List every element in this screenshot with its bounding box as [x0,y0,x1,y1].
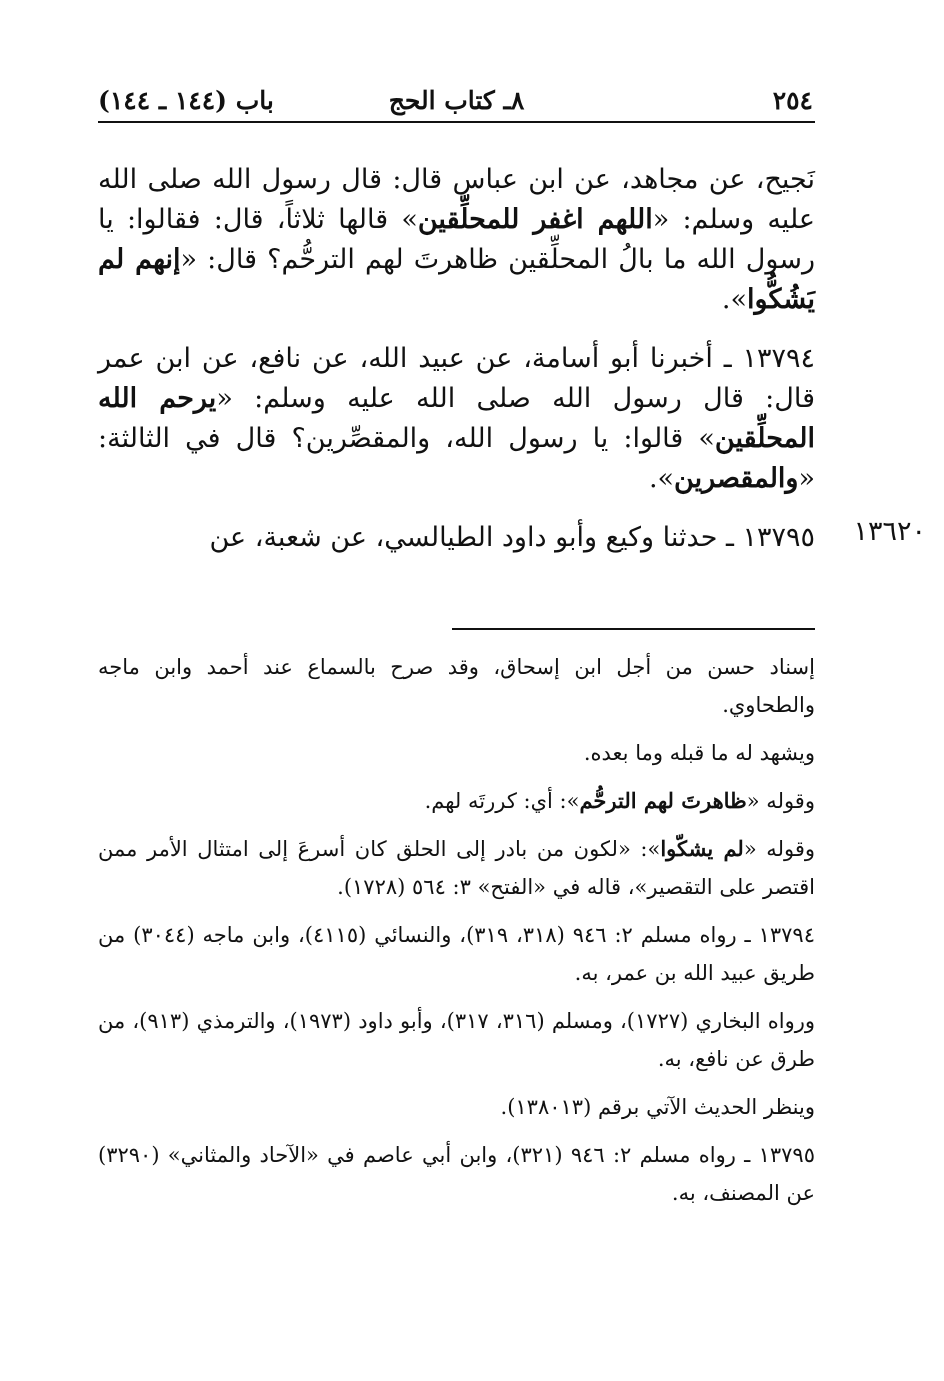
p1-quote-1: اللهم اغفر للمحلِّقين [417,204,653,235]
paragraph-3 [98,518,815,558]
p2-text-a: ١٣٧٩٤ ـ أخبرنا أبو أسامة، عن عبيد الله، عن نافع، عن ابن عمر قال: قال رسول الله صلى الله عليه وسلم: « [98,343,815,414]
book-title: ٨ـ كتاب الحج [388,86,525,115]
chapter-label: باب (١٤٤ ـ ١٤٤) [98,86,274,115]
header-rule [98,121,815,123]
page-number: ٢٥٤ [772,86,813,115]
footnote-5: ١٣٧٩٤ ـ رواه مسلم ٢: ٩٤٦ (٣١٨، ٣١٩)، والنسائي (٤١١٥)، وابن ماجه (٣٠٤٤) من طريق عبيد الله بن عمر، به. [98,923,815,985]
n4-quote: لم يشكّوا [660,836,744,861]
p2-text-e: ». [648,463,675,494]
n3-text-c: »: أي: كررتَه لهم. [424,789,580,813]
n4-text-a: وقوله « [743,837,815,861]
footnote-3 [98,782,815,820]
paragraph-1 [98,160,815,320]
footnote-7: وينظر الحديث الآتي برقم (١٣٨٠١٣). [500,1095,815,1119]
p2-text-c: » قالوا: يا رسول الله، والمقصِّرين؟ قال في الثالثة: « [98,423,815,494]
footnote-4 [98,830,815,906]
paragraph-2 [98,339,815,499]
p2-quote-1: يرحم الله المحلِّقين [98,383,815,454]
footnote-rule [452,628,815,630]
p1-text-e: ». [721,284,748,315]
footnote-1: إسناد حسن من أجل ابن إسحاق، وقد صرح بالسماع عند أحمد وابن ماجه والطحاوي. [98,655,815,717]
n3-quote: ظاهرتَ لهم الترحُّم [579,788,747,813]
p1-text-a: نَجيح، عن مجاهد، عن ابن عباس قال: قال رسول الله صلى الله عليه وسلم: « [98,164,815,235]
footnotes [98,648,815,1212]
n3-text-a: وقوله « [746,789,815,813]
p1-text-c: » قالها ثلاثاً، قال: فقالوا: يا رسول الله ما بالُ المحلِّقين ظاهرتَ لهم الترحُّم؟ قال: « [98,204,815,275]
footnote-6: ورواه البخاري (١٧٢٧)، ومسلم (٣١٦، ٣١٧)، وأبو داود (١٩٧٣)، والترمذي (٩١٣)، من طرق عن نافع، به. [98,1009,816,1071]
main-text [98,160,815,558]
p1-quote-2: إنهم لم يَشُكُّوا [98,244,815,315]
n4-text-c: »: «لكون من بادر إلى الحلق كان أسرعَ إلى امتثال الأمر ممن اقتصر على التقصير»، قاله في «الفتح» ٣: ٥٦٤ (١٧٢٨). [98,837,815,899]
page-header [98,82,815,122]
p2-quote-2: والمقصرين [674,463,799,494]
p3-text: ١٣٧٩٥ ـ حدثنا وكيع وأبو داود الطيالسي، عن شعبة، عن [209,522,815,553]
footnote-8: ١٣٧٩٥ ـ رواه مسلم ٢: ٩٤٦ (٣٢١)، وابن أبي عاصم في «الآحاد والمثاني» (٣٢٩٠) عن المصنف، به. [98,1143,815,1205]
margin-number: ١٣٦٢٠ [853,516,926,547]
footnote-2: ويشهد له ما قبله وما بعده. [583,741,815,765]
